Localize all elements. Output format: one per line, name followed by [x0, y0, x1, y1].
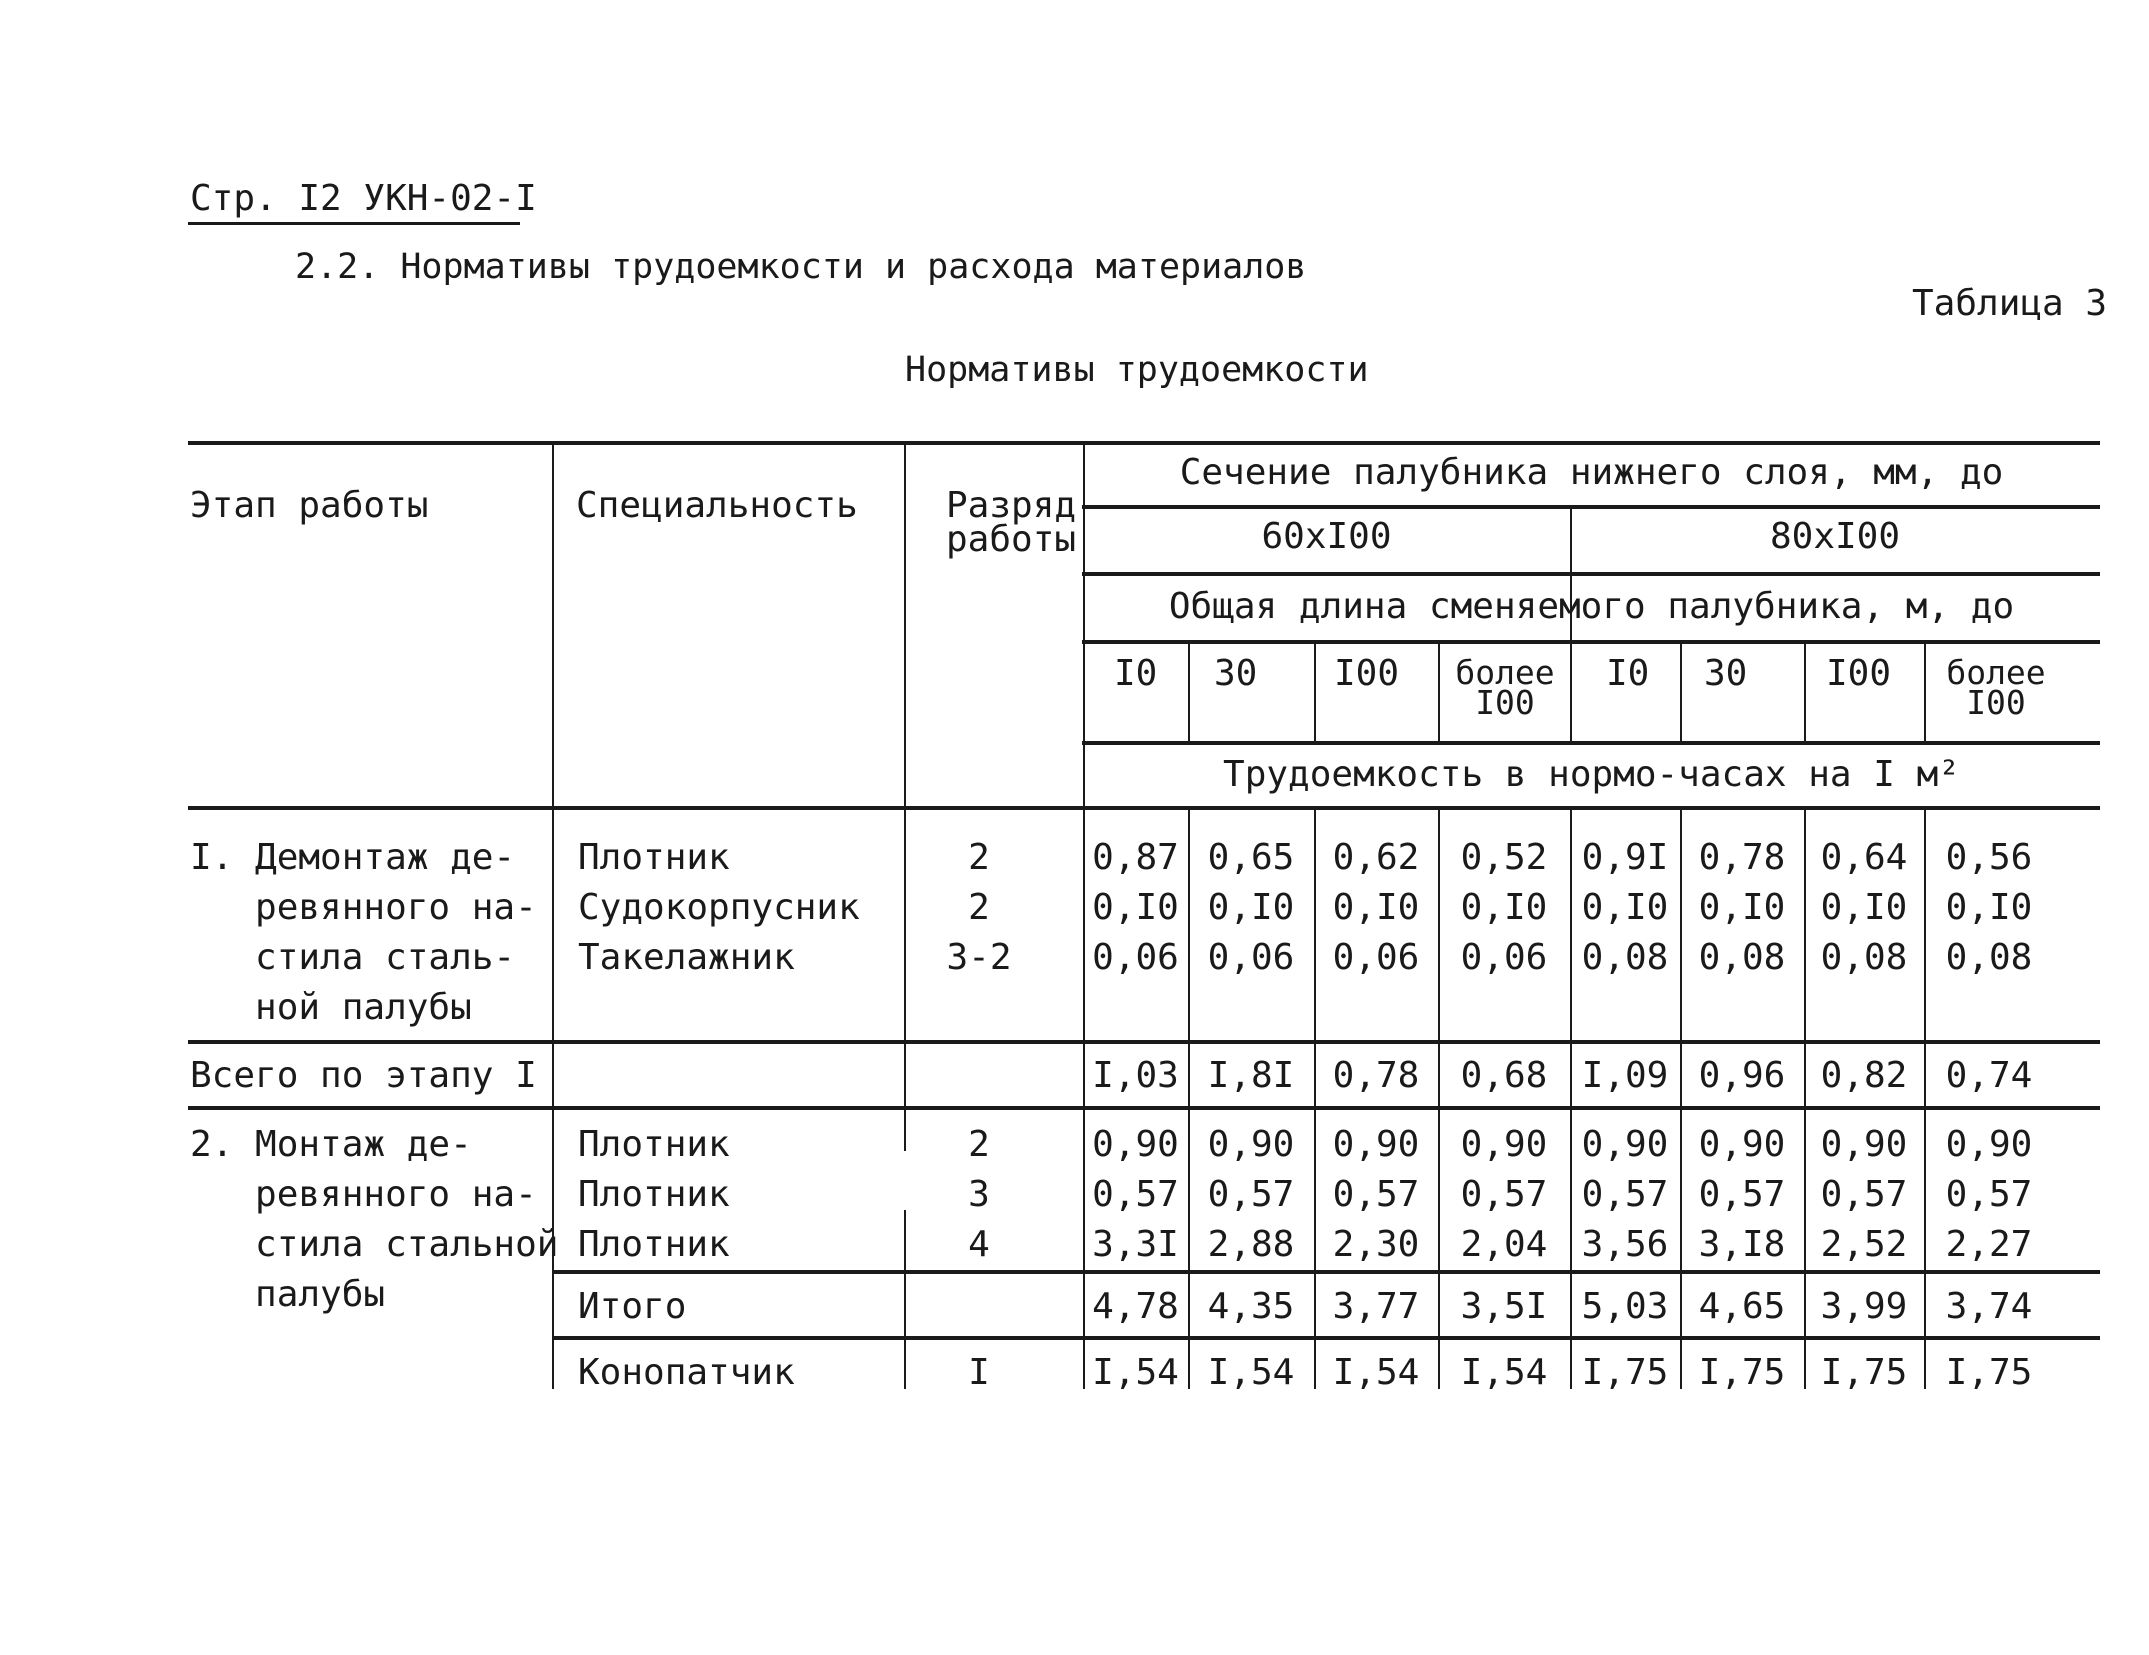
caulker-col-4: I,54	[1460, 1352, 1548, 1393]
s2-values-col-2: 0,90 0,57 2,88	[1207, 1124, 1295, 1265]
total1-col-4: 0,68	[1460, 1055, 1548, 1096]
total1-col-3: 0,78	[1332, 1055, 1420, 1096]
total1-col-8: 0,74	[1945, 1055, 2033, 1096]
s1-values-col-4: 0,52 0,I0 0,06	[1460, 837, 1548, 978]
stage-1: I. Демонтаж де- ревянного на- стила сталь- ной палубы	[190, 837, 537, 1028]
length-col-3: I00	[1334, 653, 1400, 694]
total1-col-1: I,03	[1092, 1055, 1179, 1096]
caulker-col-1: I,54	[1092, 1352, 1179, 1393]
subtotal-col-7: 3,99	[1820, 1286, 1908, 1327]
page-header: Стр. I2 УКН-02-I	[190, 178, 537, 219]
length-col-8: более I00	[1946, 653, 2046, 722]
header-length: Общая длина сменяемого палубника, м, до	[1168, 586, 2015, 627]
subtotal-label: Итого	[578, 1286, 687, 1327]
header-section-b: 80хI00	[1769, 516, 1901, 557]
s1-values-col-2: 0,65 0,I0 0,06	[1207, 837, 1295, 978]
header-units: Трудоемкость в нормо-часах на I м²	[1223, 754, 1960, 795]
stage-2-grades: 2 3 4	[968, 1124, 990, 1265]
total1-col-6: 0,96	[1698, 1055, 1786, 1096]
caulker-col-5: I,75	[1581, 1352, 1669, 1393]
s2-values-col-6: 0,90 0,57 3,I8	[1698, 1124, 1786, 1265]
s1-values-col-6: 0,78 0,I0 0,08	[1698, 837, 1786, 978]
s1-values-col-1: 0,87 0,I0 0,06	[1092, 837, 1179, 978]
page-header-underline	[188, 222, 520, 225]
s1-values-col-5: 0,9I 0,I0 0,08	[1581, 837, 1669, 978]
subtotal-col-8: 3,74	[1945, 1286, 2033, 1327]
s2-values-col-3: 0,90 0,57 2,30	[1332, 1124, 1420, 1265]
header-grade-line1: Разряд	[946, 485, 1077, 526]
stage-1-specialties: Плотник Судокорпусник Такелажник	[578, 837, 860, 978]
s2-values-col-8: 0,90 0,57 2,27	[1945, 1124, 2033, 1265]
length-col-5: I0	[1606, 653, 1650, 694]
stage-1-grades: 2 2 3-2	[946, 837, 1012, 978]
length-col-1: I0	[1114, 653, 1158, 694]
header-section: Сечение палубника нижнего слоя, мм, до	[1179, 452, 2004, 493]
subtotal-col-4: 3,5I	[1460, 1286, 1548, 1327]
subtotal-col-2: 4,35	[1207, 1286, 1295, 1327]
total-stage-1-label: Всего по этапу I	[190, 1055, 537, 1096]
length-col-7: I00	[1826, 653, 1892, 694]
stage-2: 2. Монтаж де- ревянного на- стила стальной палубы	[190, 1124, 559, 1315]
caulker-col-2: I,54	[1207, 1352, 1295, 1393]
s2-values-col-4: 0,90 0,57 2,04	[1460, 1124, 1548, 1265]
subtotal-col-3: 3,77	[1332, 1286, 1420, 1327]
length-col-2: 30	[1214, 653, 1258, 694]
total1-col-7: 0,82	[1820, 1055, 1908, 1096]
stage-2-specialties: Плотник Плотник Плотник	[578, 1124, 730, 1265]
s2-values-col-5: 0,90 0,57 3,56	[1581, 1124, 1669, 1265]
header-specialty: Специальность	[576, 485, 858, 526]
s2-values-col-1: 0,90 0,57 3,3I	[1092, 1124, 1179, 1265]
s2-values-col-7: 0,90 0,57 2,52	[1820, 1124, 1908, 1265]
length-col-6: 30	[1704, 653, 1748, 694]
s1-values-col-7: 0,64 0,I0 0,08	[1820, 837, 1908, 978]
table-title: Нормативы трудоемкости	[905, 350, 1369, 390]
caulker-col-8: I,75	[1945, 1352, 2033, 1393]
header-grade-line2: работы	[946, 519, 1077, 560]
s1-values-col-3: 0,62 0,I0 0,06	[1332, 837, 1420, 978]
subtotal-col-5: 5,03	[1581, 1286, 1669, 1327]
caulker-col-6: I,75	[1698, 1352, 1786, 1393]
header-stage: Этап работы	[190, 485, 429, 526]
section-title: 2.2. Нормативы трудоемкости и расхода материалов	[295, 247, 1307, 287]
caulker-specialty: Конопатчик	[578, 1352, 795, 1393]
header-section-a: 60хI00	[1261, 516, 1392, 557]
s1-values-col-8: 0,56 0,I0 0,08	[1945, 837, 2033, 978]
total1-col-5: I,09	[1581, 1055, 1669, 1096]
table-number: Таблица 3	[1912, 283, 2108, 324]
subtotal-col-6: 4,65	[1698, 1286, 1786, 1327]
caulker-col-7: I,75	[1820, 1352, 1908, 1393]
total1-col-2: I,8I	[1207, 1055, 1295, 1096]
caulker-grade: I	[968, 1352, 990, 1393]
subtotal-col-1: 4,78	[1092, 1286, 1179, 1327]
length-col-4: более I00	[1455, 653, 1555, 722]
caulker-col-3: I,54	[1332, 1352, 1420, 1393]
